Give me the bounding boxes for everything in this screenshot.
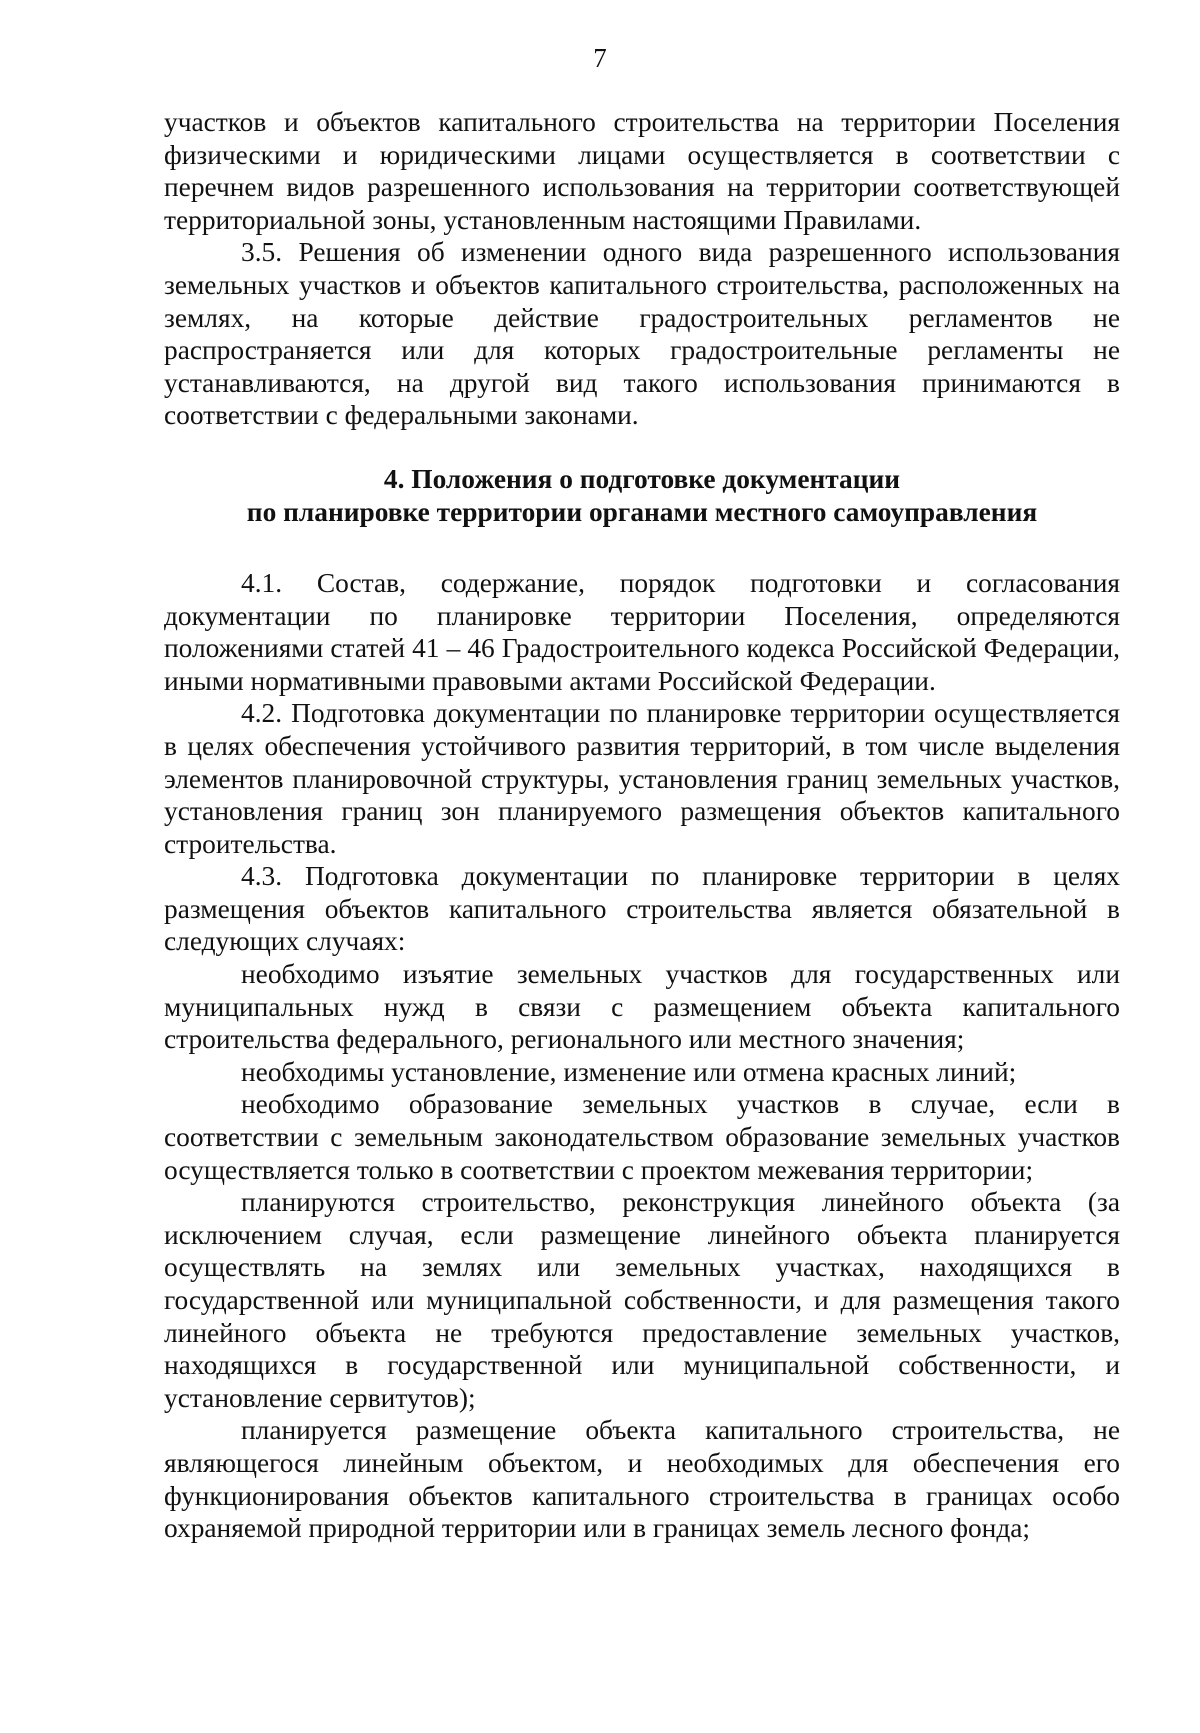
paragraph-3-5: 3.5. Решения об изменении одного вида разрешенного использования земельных участков и объектов капитального строительства, расположенных на землях, на которые действие градостроительных регламентов не распространяется или для которых градостроительные регламенты не устанавливаются, на другой вид такого использования принимаются в соответствии с федеральными законами.	[164, 237, 1120, 431]
paragraph-4-1: 4.1. Состав, содержание, порядок подготовки и согласования документации по планировке территории Поселения, определяются положениями статей 41 – 46 Градостроительного кодекса Российской Федерации, иными нормативными правовыми актами Российской Федерации.	[164, 567, 1120, 696]
section-heading-line-1: 4. Положения о подготовке документации	[383, 463, 901, 494]
paragraph-continuation: участков и объектов капитального строительства на территории Поселения физическими и юридическими лицами осуществляется в соответствии с перечнем видов разрешенного использования на территории соответствующей территориальной зоны, установленным настоящими Правилами.	[164, 107, 1120, 235]
paragraph-4-3: 4.3. Подготовка документации по планировке территории в целях размещения объектов капитального строительства является обязательной в следующих случаях:	[164, 861, 1120, 957]
list-item-linear-object: планируются строительство, реконструкция линейного объекта (за исключением случая, если размещение линейного объекта планируется осуществлять на землях или земельных участках, находящихся в государственной или муниципальной собственности, и для размещения такого линейного объекта не требуются предоставление земельных участков, находящихся в государственной или муниципальной собственности, и установление сервитутов);	[164, 1187, 1120, 1413]
section-heading-line-2: по планировке территории органами местного самоуправления	[246, 496, 1038, 527]
section-heading	[164, 463, 1120, 529]
list-item-expropriation: необходимо изъятие земельных участков для государственных или муниципальных нужд в связи с размещением объекта капитального строительства федерального, регионального или местного значения;	[164, 959, 1120, 1055]
list-item-protected-territory: планируется размещение объекта капитального строительства, не являющегося линейным объектом, и необходимых для обеспечения его функционирования объектов капитального строительства в границах особо охраняемой природной территории или в границах земель лесного фонда;	[164, 1415, 1120, 1544]
paragraph-4-2: 4.2. Подготовка документации по планировке территории осуществляется в целях обеспечения устойчивого развития территорий, в том числе выделения элементов планировочной структуры, установления границ земельных участков, установления границ зон планируемого размещения объектов капитального строительства.	[164, 698, 1120, 859]
page-number: 7	[593, 43, 607, 73]
list-item-land-formation: необходимо образование земельных участков в случае, если в соответствии с земельным законодательством образование земельных участков осуществляется только в соответствии с проектом межевания территории;	[164, 1089, 1120, 1185]
list-item-red-lines: необходимы установление, изменение или отмена красных линий;	[241, 1056, 1017, 1087]
document-body	[164, 106, 1120, 1545]
